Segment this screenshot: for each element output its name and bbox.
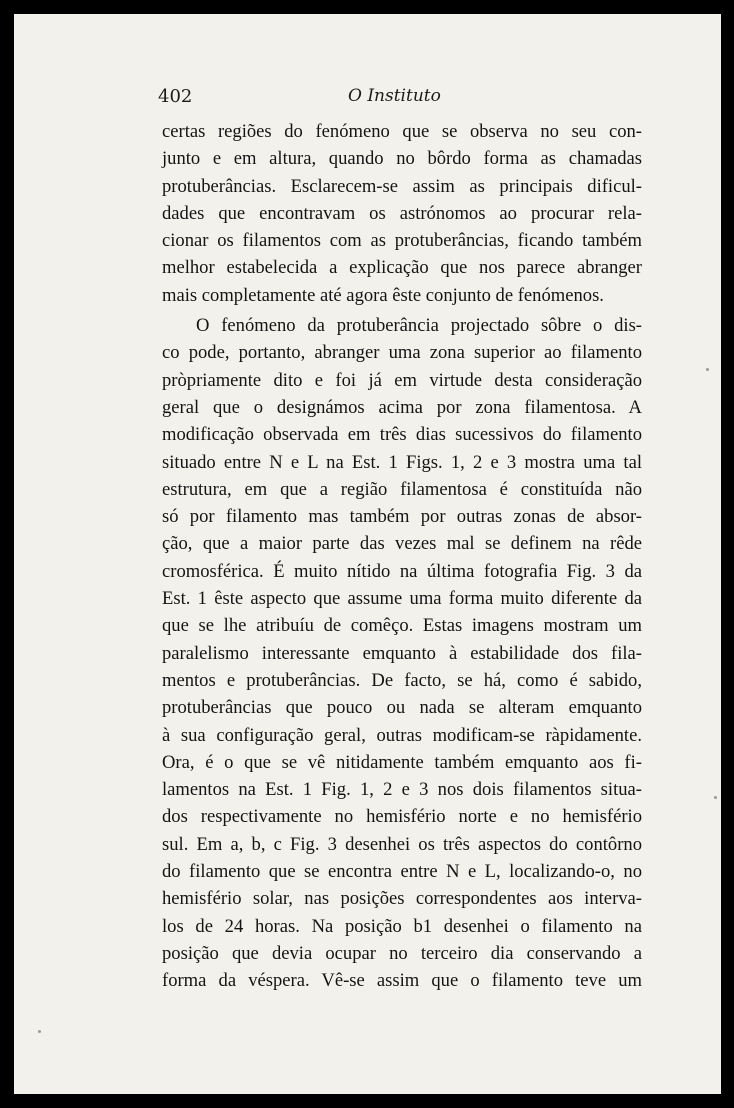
- text-line: só por filamento mas também por outras zonas de absor-: [162, 506, 642, 528]
- running-title: O Instituto: [348, 86, 441, 106]
- text-line: protuberâncias. Esclarecem-se assim as principais dificul-: [162, 175, 642, 197]
- text-line: dos respectivamente no hemisfério norte e no hemisfério: [162, 806, 642, 828]
- text-line: forma da véspera. Vê-se assim que o filamento teve um: [162, 970, 642, 992]
- paper-speck: [38, 1030, 41, 1033]
- paragraph-2: [162, 312, 642, 994]
- text-line: O fenómeno da protuberância projectado sôbre o dis-: [196, 315, 642, 337]
- text-line: mais completamente até agora êste conjunto de fenómenos.: [162, 284, 604, 306]
- text-line: los de 24 horas. Na posição b1 desenhei o filamento na: [162, 915, 642, 937]
- text-line: hemisfério solar, nas posições correspondentes aos interva-: [162, 888, 642, 910]
- text-line: cromosférica. É muito nítido na última fotografia Fig. 3 da: [162, 560, 642, 582]
- book-page: [14, 14, 721, 1094]
- text-line: pròpriamente dito e foi já em virtude desta consideração: [162, 369, 642, 391]
- text-line: Est. 1 êste aspecto que assume uma forma muito diferente da: [162, 588, 642, 610]
- text-line: dades que encontravam os astrónomos ao procurar rela-: [162, 202, 642, 224]
- text-line: Ora, é o que se vê nitidamente também emquanto aos fi-: [162, 751, 642, 773]
- paper-speck: [714, 796, 717, 799]
- text-line: geral que o designámos acima por zona filamentosa. A: [162, 396, 642, 418]
- text-line: junto e em altura, quando no bôrdo forma as chamadas: [162, 148, 642, 170]
- body-text: [162, 118, 642, 995]
- text-line: modificação observada em três dias sucessivos do filamento: [162, 424, 642, 446]
- text-line: paralelismo interessante emquanto à estabilidade dos fila-: [162, 642, 642, 664]
- text-line: situado entre N e L na Est. 1 Figs. 1, 2 e 3 mostra uma tal: [162, 451, 642, 473]
- page-header: [158, 86, 654, 116]
- paragraph-1: [162, 118, 642, 309]
- text-line: à sua configuração geral, outras modificam-se ràpidamente.: [162, 724, 642, 746]
- text-line: protuberâncias que pouco ou nada se alteram emquanto: [162, 697, 642, 719]
- text-line: co pode, portanto, abranger uma zona superior ao filamento: [162, 342, 642, 364]
- text-line: que se lhe atribuíu de comêço. Estas imagens mostram um: [162, 615, 642, 637]
- page-number: 402: [158, 86, 193, 107]
- text-line: cionar os filamentos com as protuberâncias, ficando também: [162, 230, 642, 252]
- text-line: certas regiões do fenómeno que se observa no seu con-: [162, 121, 642, 142]
- text-line: estrutura, em que a região filamentosa é constituída não: [162, 478, 642, 500]
- text-line: sul. Em a, b, c Fig. 3 desenhei os três aspectos do contôrno: [162, 833, 642, 855]
- text-line: melhor estabelecida a explicação que nos parece abranger: [162, 257, 642, 279]
- text-line: mentos e protuberâncias. De facto, se há, como é sabido,: [162, 669, 642, 691]
- text-line: ção, que a maior parte das vezes mal se definem na rêde: [162, 533, 642, 555]
- text-line: posição que devia ocupar no terceiro dia conservando a: [162, 942, 642, 964]
- text-line: lamentos na Est. 1 Fig. 1, 2 e 3 nos dois filamentos situa-: [162, 779, 642, 801]
- paper-speck: [706, 368, 709, 371]
- text-line: do filamento que se encontra entre N e L, localizando-o, no: [162, 861, 642, 883]
